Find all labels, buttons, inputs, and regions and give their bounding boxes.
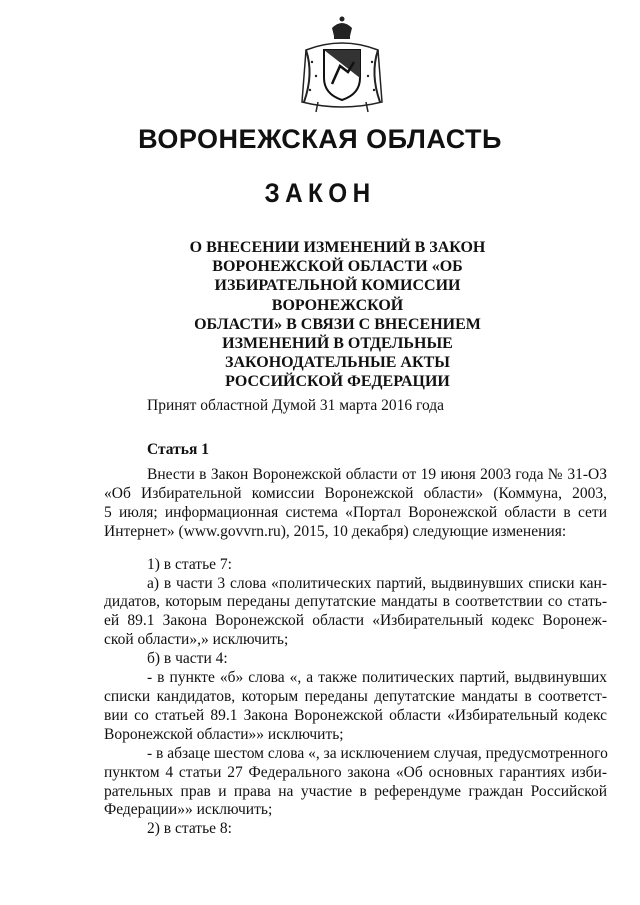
title-line: ЗАКОНОДАТЕЛЬНЫЕ АКТЫ [225, 354, 450, 372]
paragraph-line: вии со статьей 89.1 Закона Воронежской области «Избирательный кодекс [104, 706, 607, 724]
title-line: ИЗМЕНЕНИЙ В ОТДЕЛЬНЫЕ [222, 335, 453, 353]
title-line: РОССИЙСКОЙ ФЕДЕРАЦИИ [225, 373, 450, 391]
paragraph-line: списки кандидатов, которым переданы депутатские мандаты в соответст- [104, 687, 607, 705]
paragraph-line: дидатов, которым переданы депутатские мандаты в соответствии со стать- [104, 593, 607, 611]
list-item: б) в части 4: [147, 650, 228, 668]
paragraph-line: ской области»,» исключить; [104, 631, 289, 649]
paragraph-line: пунктом 4 статьи 27 Федерального закона «Об основных гарантиях изби- [104, 763, 607, 781]
list-item: 1) в статье 7: [147, 555, 232, 573]
paragraph-line: Интернет» (www.govvrn.ru), 2015, 10 декабря) следующие изменения: [104, 522, 567, 540]
title-line: ИЗБИРАТЕЛЬНОЙ КОМИССИИ ВОРОНЕЖСКОЙ [214, 277, 461, 314]
paragraph-line: - в абзаце шестом слова «, за исключением случая, предусмотренного [147, 744, 608, 762]
law-title [150, 238, 525, 392]
list-item: 2) в статье 8: [147, 820, 232, 838]
adoption-date: Принят областной Думой 31 марта 2016 года [147, 397, 445, 414]
title-line: ОБЛАСТИ» В СВЯЗИ С ВНЕСЕНИЕМ [194, 315, 481, 333]
paragraph-line: 5 июля; информационная система «Портал Воронежской области в сети [104, 503, 607, 521]
article-body [104, 466, 607, 839]
document-type: ЗАКОН [264, 178, 376, 208]
paragraph-line: Воронежской области»» исключить; [104, 725, 344, 743]
paragraph-line: Федерации»» исключить; [104, 801, 273, 819]
paragraph-line: рательных прав и права на участие в референдуме граждан Российской [104, 782, 607, 800]
article-heading: Статья 1 [147, 441, 209, 458]
paragraph-line: - в пункте «б» слова «, а также политических партий, выдвинувших [147, 669, 607, 687]
paragraph-line: а) в части 3 слова «политических партий, выдвинувших списки кан- [147, 574, 607, 592]
region-name: ВОРОНЕЖСКАЯ ОБЛАСТЬ [138, 124, 502, 154]
coat-of-arms-icon [296, 14, 388, 114]
paragraph-line: ей 89.1 Закона Воронежской области «Избирательный кодекс Воронеж- [104, 612, 607, 630]
title-line: ВОРОНЕЖСКОЙ ОБЛАСТИ «ОБ [212, 258, 463, 276]
paragraph-line: «Об Избирательной комиссии Воронежской области» (Коммуна, 2003, [104, 484, 607, 502]
title-line: О ВНЕСЕНИИ ИЗМЕНЕНИЙ В ЗАКОН [189, 239, 486, 256]
paragraph-line: Внести в Закон Воронежской области от 19 июня 2003 года № 31-ОЗ [147, 466, 607, 483]
